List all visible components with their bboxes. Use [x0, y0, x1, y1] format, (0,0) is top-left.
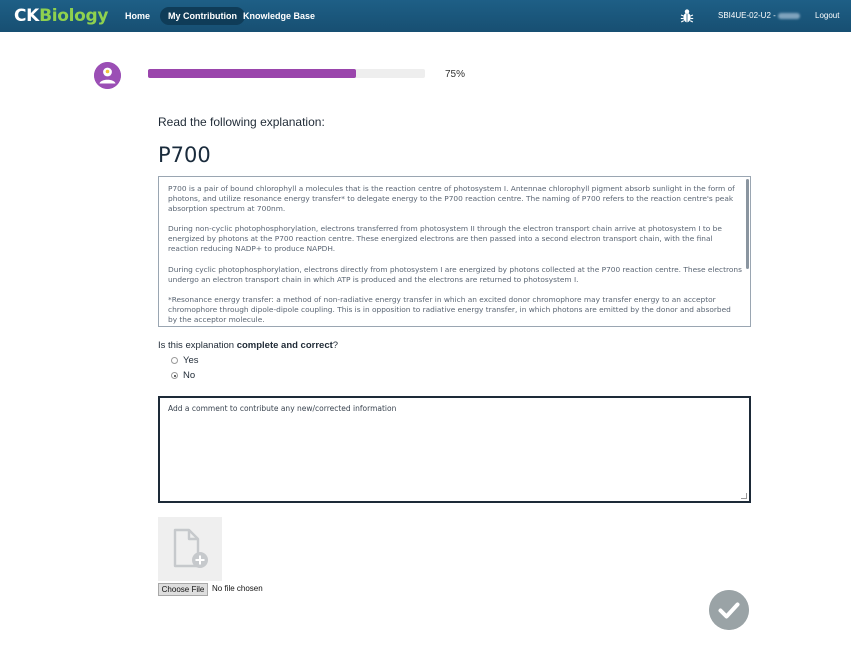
file-upload-tile[interactable] — [158, 517, 222, 581]
logout-link[interactable]: Logout — [815, 11, 840, 20]
nav-my-contribution[interactable]: My Contribution — [160, 7, 245, 25]
nav-knowledge-base[interactable]: Knowledge Base — [243, 11, 316, 21]
question-suffix: ? — [332, 340, 339, 351]
option-no-label: No — [183, 370, 196, 381]
option-no[interactable] — [171, 370, 195, 381]
no-file-text: No file chosen — [212, 584, 263, 593]
explanation-paragraph: During non-cyclic photophosphorylation, electrons transferred from photosystem II through the electron transport chain arrive at photosystem I to be energized by photons at the P700 reaction centre. These energized electrons are then passed into a second electron transport chain, with the final reaction reducing NADP+ to produce NAPDH. — [168, 224, 722, 254]
explanation-paragraph: *Resonance energy transfer: a method of non-radiative energy transfer in which an excited donor chromophore may transfer energy to an acceptor chromophore through dipole-dipole coupling. This is in opposition to radiative energy transfer, in which photons are emitted by the donor and absorbed by the acceptor molecule. — [168, 294, 731, 324]
nav-home[interactable]: Home — [125, 11, 151, 21]
option-yes-label: Yes — [183, 355, 199, 366]
question-prefix: Is this explanation — [158, 340, 237, 351]
file-add-icon — [158, 517, 222, 581]
scrollbar[interactable] — [746, 179, 749, 269]
brand-biology: Biology — [39, 6, 109, 26]
explanation-paragraph: During cyclic photophosphorylation, electrons directly from photosystem I are energized by photons collected at the P700 reaction centre. These electrons undergo an electron transport chain in which ATP is produced and the electrons are returned to photosystem I. — [168, 264, 742, 284]
brand-ck: CK — [14, 6, 40, 26]
submit-button[interactable] — [709, 590, 749, 630]
bug-icon[interactable] — [680, 8, 694, 24]
resize-handle[interactable] — [741, 493, 747, 499]
radio-no[interactable] — [171, 372, 178, 379]
instruction-text: Read the following explanation: — [158, 115, 325, 129]
user-code: SBI4UE-02-U2 - — [718, 11, 776, 20]
question-bold: complete and correct — [236, 340, 333, 351]
choose-file-button[interactable]: Choose File — [158, 583, 208, 596]
page-title: P700 — [158, 143, 211, 167]
radio-yes[interactable] — [171, 357, 178, 364]
progress-percent: 75% — [445, 69, 466, 80]
user-avatar-icon — [94, 62, 121, 89]
top-navbar — [0, 0, 851, 32]
question-text — [158, 340, 338, 351]
progress-fill — [148, 69, 356, 78]
progress-bar — [148, 69, 425, 78]
comment-textarea[interactable] — [158, 396, 751, 503]
blurred-user-name — [778, 13, 800, 19]
brand-logo[interactable] — [14, 6, 108, 26]
comment-placeholder: Add a comment to contribute any new/corrected information — [168, 404, 397, 413]
user-menu[interactable] — [718, 11, 800, 20]
option-yes[interactable] — [171, 355, 199, 366]
explanation-paragraph: P700 is a pair of bound chlorophyll a molecules that is the reaction centre of photosystem I. Antennae chlorophyll pigment absorb sunlight in the form of photons, and utilize resonance energy transfer* to delegate energy to the P700 reaction centre. The naming of P700 refers to the reaction centre's peak absorption spectrum at 700nm. — [168, 184, 735, 214]
explanation-box[interactable] — [158, 176, 751, 327]
